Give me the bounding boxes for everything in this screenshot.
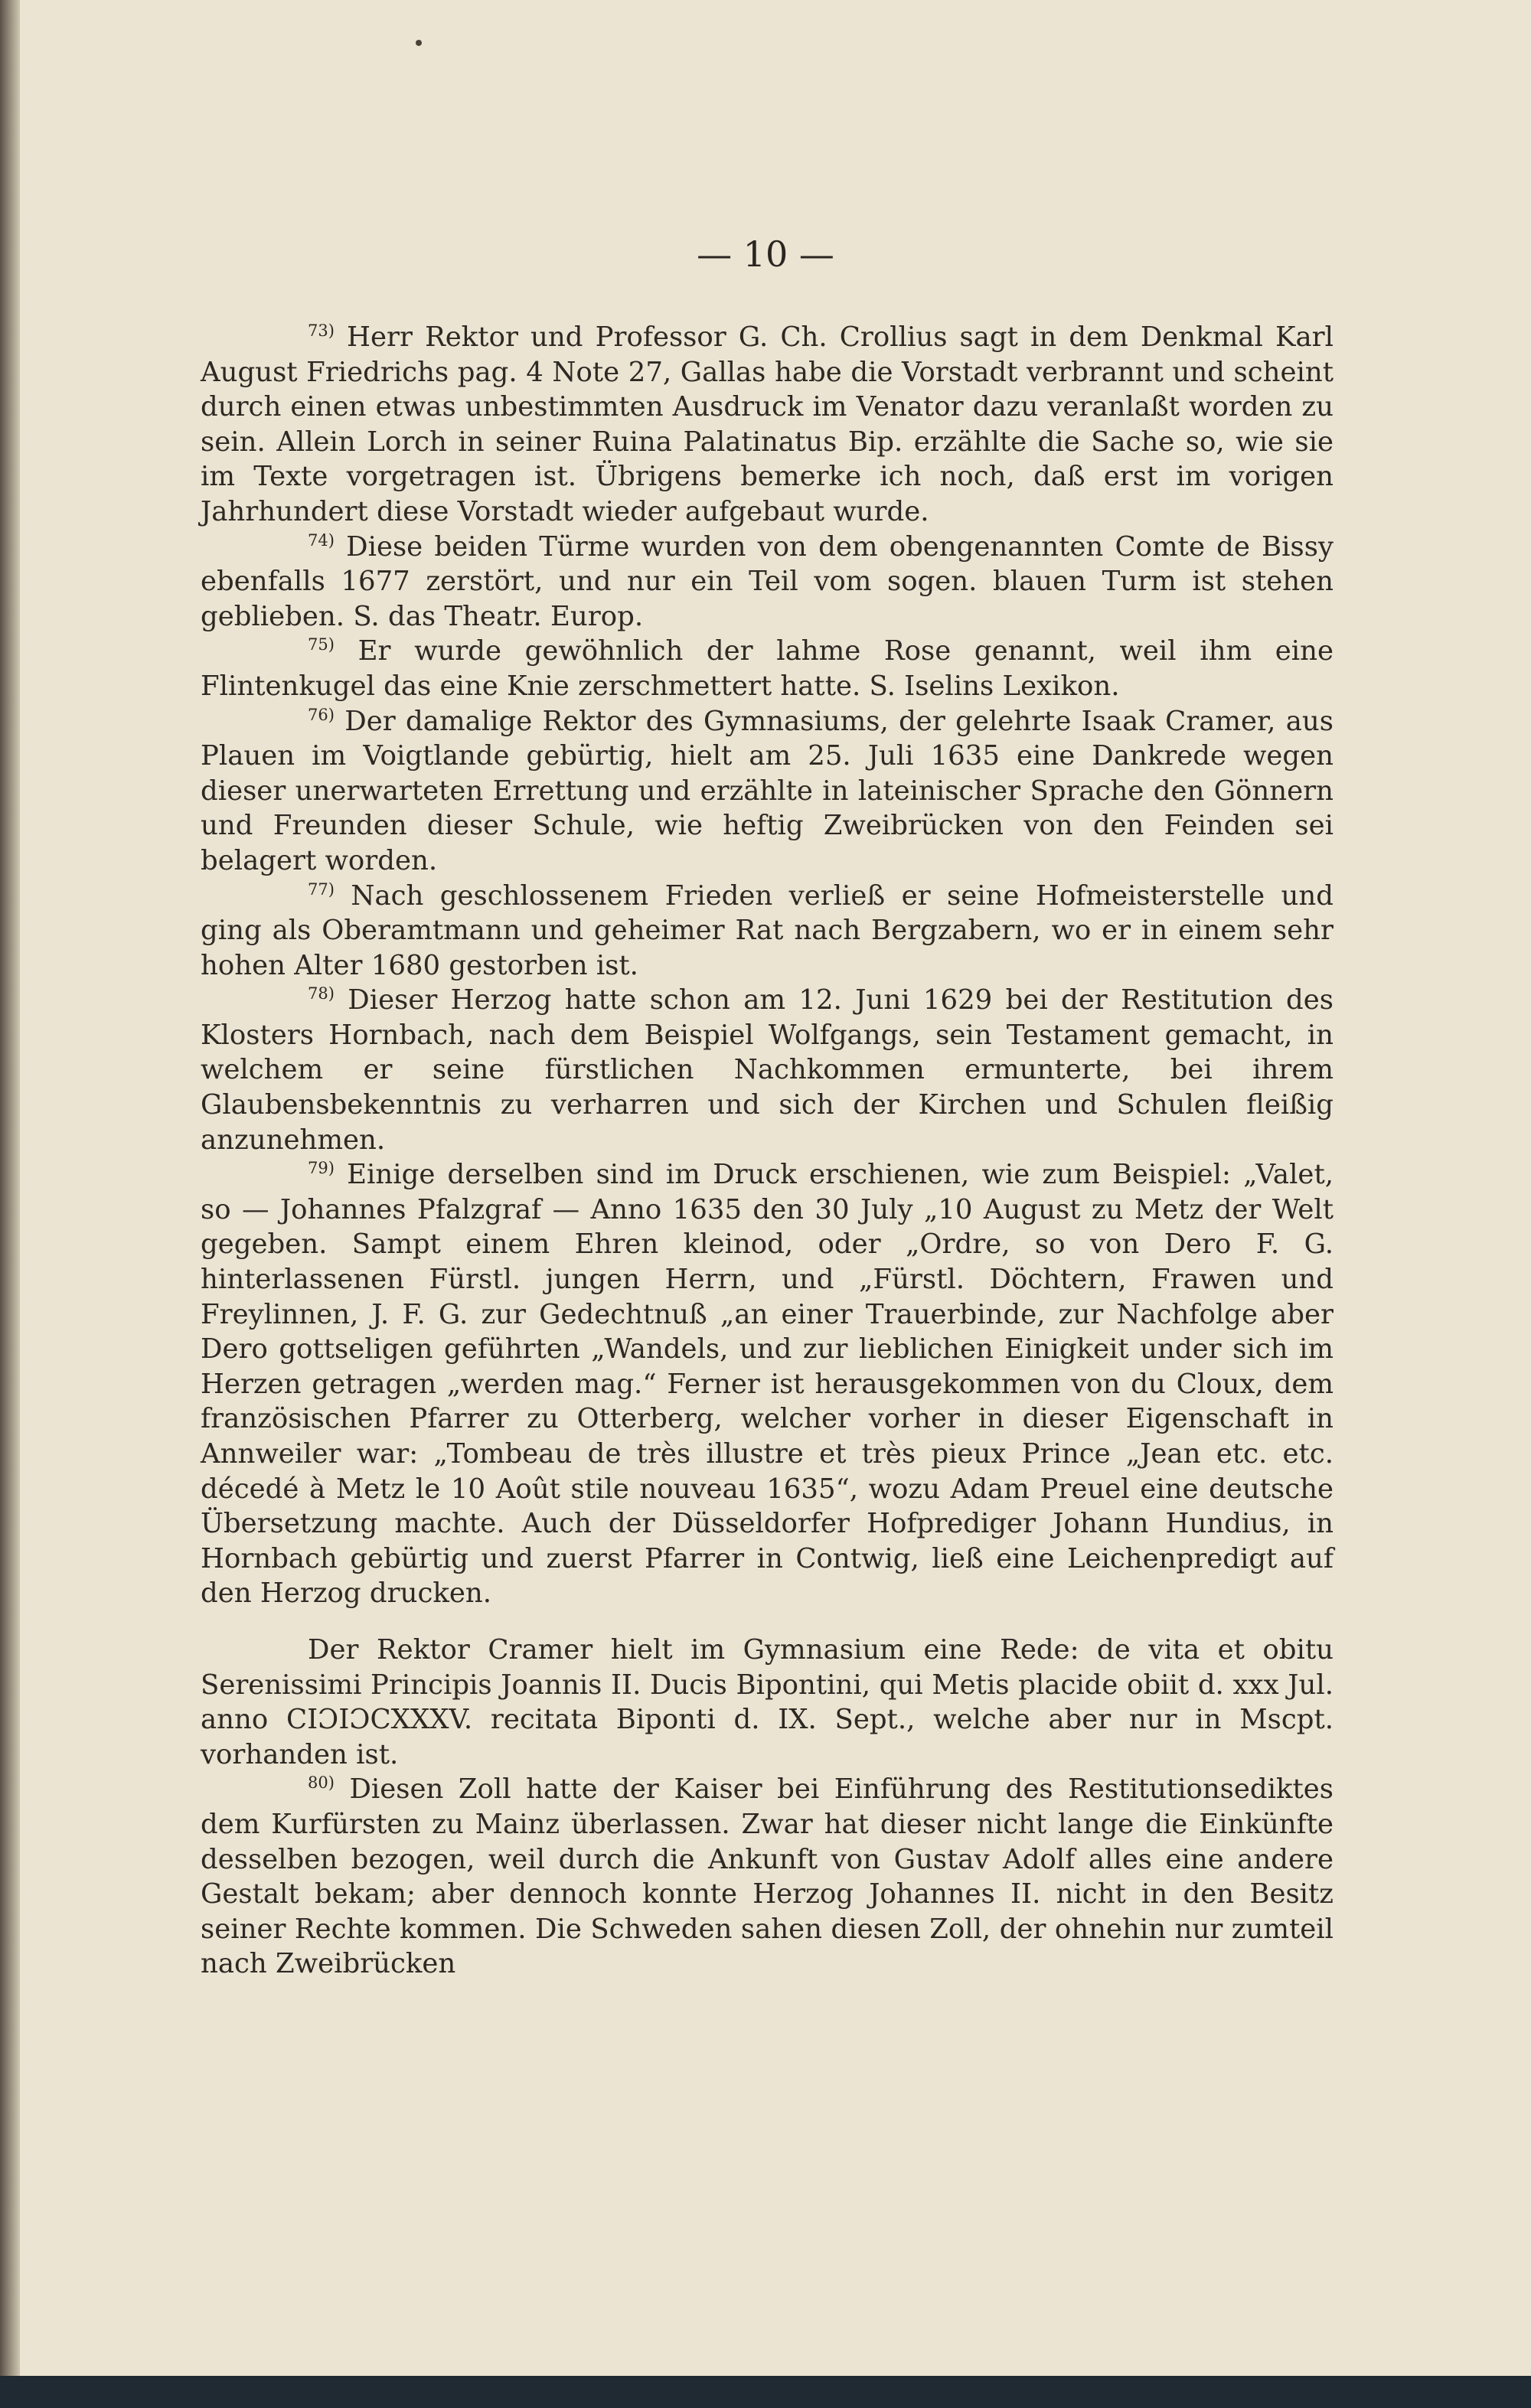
footnote-76: $^{76)}$ Der damalige Rektor des Gymnasiums, der gelehrte Isaak Cramer, aus Plauen im Voigtlande gebürtig, hielt am 25. Juli 1635 eine Dankrede wegen dieser unerwarteten Errettung und erzählte in lateinischer Sprache den Gönnern und Freunden dieser Schule, wie heftig Zweibrücken von den Feinden sei belagert worden. [201,705,1334,876]
footnote-text: Nach geschlossenem Frieden verließ er seine Hofmeisterstelle und ging als Oberamtmann und geheimer Rat nach Bergzabern, wo er in einem sehr hohen Alter 1680 gestorben ist. [201,879,1334,981]
footnote-80: $^{80)}$ Diesen Zoll hatte der Kaiser bei Einführung des Restitutionsediktes dem Kurfürsten zu Mainz überlassen. Zwar hat dieser nicht lange die Einkünfte desselben bezogen, weil durch die Ankunft von Gustav Adolf alles eine andere Gestalt bekam; aber dennoch konnte Herzog Johannes II. nicht in den Besitz seiner Rechte kommen. Die Schweden sahen diesen Zoll, der ohnehin nur zumteil nach Zweibrücken [201,1773,1334,1980]
scan-bottom-edge [0,2376,1531,2408]
footnote-text: Herr Rektor und Professor G. Ch. Crollius sagt in dem Denkmal Karl August Friedrichs pag. 4 Note 27, Gallas habe die Vorstadt verbrannt und scheint durch einen etwas unbestimmten Ausdruck im Venator dazu veranlaßt worden zu sein. Allein Lorch in seiner Ruina Palatinatus Bip. erzählte die Sache so, wie sie im Texte vorgetragen ist. Übrigens bemerke ich noch, daß erst im vorigen Jahrhundert diese Vorstadt wieder aufgebaut wurde. [201,321,1334,527]
footnote-text: Der Rektor Cramer hielt im Gymnasium eine Rede: de vita et obitu Serenissimi Principis Joannis II. Ducis Bipontini, qui Metis placide obiit d. xxx Jul. anno CIƆIƆCXXXV. recitata Biponti d. IX. Sept., welche aber nur in Mscpt. vorhanden ist. [201,1633,1334,1770]
footnote-text: Er wurde gewöhnlich der lahme Rose genannt, weil ihm eine Flintenkugel das eine Knie zerschmettert hatte. S. Iselins Lexikon. [201,635,1334,702]
footnote-77: $^{77)}$ Nach geschlossenem Frieden verließ er seine Hofmeisterstelle und ging als Oberamtmann und geheimer Rat nach Bergzabern, wo er in einem sehr hohen Alter 1680 gestorben ist. [201,879,1334,981]
footnote-79-continuation [201,1633,1334,1772]
footnote-text: Dieser Herzog hatte schon am 12. Juni 1629 bei der Restitution des Klosters Hornbach, nach dem Beispiel Wolfgangs, sein Testament gemacht, in welchem er seine fürstlichen Nachkommen ermunterte, bei ihrem Glaubensbekenntnis zu verharren und sich der Kirchen und Schulen fleißig anzunehmen. [201,984,1334,1156]
footnote-text: Diesen Zoll hatte der Kaiser bei Einführung des Restitutionsediktes dem Kurfürsten zu Mainz überlassen. Zwar hat dieser nicht lange die Einkünfte desselben bezogen, weil durch die Ankunft von Gustav Adolf alles eine andere Gestalt bekam; aber dennoch konnte Herzog Johannes II. nicht in den Besitz seiner Rechte kommen. Die Schweden sahen diesen Zoll, der ohnehin nur zumteil nach Zweibrücken [201,1773,1334,1980]
footnote-73: $^{73)}$ Herr Rektor und Professor G. Ch. Crollius sagt in dem Denkmal Karl August Friedrichs pag. 4 Note 27, Gallas habe die Vorstadt verbrannt und scheint durch einen etwas unbestimmten Ausdruck im Venator dazu veranlaßt worden zu sein. Allein Lorch in seiner Ruina Palatinatus Bip. erzählte die Sache so, wie sie im Texte vorgetragen ist. Übrigens bemerke ich noch, daß erst im vorigen Jahrhundert diese Vorstadt wieder aufgebaut wurde. [201,321,1334,527]
footnote-79: $^{79)}$ Einige derselben sind im Druck erschienen, wie zum Beispiel: „Valet, so — Johannes Pfalzgraf — Anno 1635 den 30 July „10 August zu Metz der Welt gegeben. Sampt einem Ehren kleinod, oder „Ordre, so von Dero F. G. hinterlassenen Fürstl. jungen Herrn, und „Fürstl. Döchtern, Frawen und Freylinnen, J. F. G. zur Gedechtnuß „an einer Trauerbinde, zur Nachfolge aber Dero gottseligen geführten „Wandels, und zur lieblichen Einigkeit under sich im Herzen getragen „werden mag.“ Ferner ist herausgekommen von du Cloux, dem französischen Pfarrer zu Otterberg, welcher vorher in dieser Eigenschaft in Annweiler war: „Tombeau de très illustre et très pieux Prince „Jean etc. etc. décedé à Metz le 10 Août stile nouveau 1635“, wozu Adam Preuel eine deutsche Übersetzung machte. Auch der Düsseldorfer Hofprediger Johann Hundius, in Hornbach gebürtig und zuerst Pfarrer in Contwig, ließ eine Leichenpredigt auf den Herzog drucken. [201,1159,1334,1610]
footnote-marker: 79 [308,1159,328,1178]
footnotes-block [201,320,1334,1982]
footnote-text: Diese beiden Türme wurden von dem obengenannten Comte de Bissy ebenfalls 1677 zerstört, und nur ein Teil vom sogen. blauen Turm ist stehen geblieben. S. das Theatr. Europ. [201,530,1334,632]
page-number: — 10 — [697,233,834,275]
footnote-74: $^{74)}$ Diese beiden Türme wurden von dem obengenannten Comte de Bissy ebenfalls 1677 zerstört, und nur ein Teil vom sogen. blauen Turm ist stehen geblieben. S. das Theatr. Europ. [201,530,1334,632]
footnote-marker: 75 [308,635,328,654]
footnote-78: $^{78)}$ Dieser Herzog hatte schon am 12. Juni 1629 bei der Restitution des Klosters Hornbach, nach dem Beispiel Wolfgangs, sein Testament gemacht, in welchem er seine fürstlichen Nachkommen ermunterte, bei ihrem Glaubensbekenntnis zu verharren und sich der Kirchen und Schulen fleißig anzunehmen. [201,984,1334,1156]
footnote-marker: 80 [308,1773,328,1793]
footnote-marker: 78 [308,984,328,1003]
footnote-75: $^{75)}$ Er wurde gewöhnlich der lahme Rose genannt, weil ihm eine Flintenkugel das eine Knie zerschmettert hatte. S. Iselins Lexikon. [201,635,1334,702]
ink-speck [416,40,422,46]
footnote-marker: 73 [308,321,328,341]
footnote-marker: 74 [308,530,328,550]
footnote-marker: 77 [308,879,328,899]
footnote-marker: 76 [308,705,328,724]
footnote-text: Einige derselben sind im Druck erschienen, wie zum Beispiel: „Valet, so — Johannes Pfalzgraf — Anno 1635 den 30 July „10 August zu Metz der Welt gegeben. Sampt einem Ehren kleinod, oder „Ordre, so von Dero F. G. hinterlassenen Fürstl. jungen Herrn, und „Fürstl. Döchtern, Frawen und Freylinnen, J. F. G. zur Gedechtnuß „an einer Trauerbinde, zur Nachfolge aber Dero gottseligen geführten „Wandels, und zur lieblichen Einigkeit under sich im Herzen getragen „werden mag.“ Ferner ist herausgekommen von du Cloux, dem französischen Pfarrer zu Otterberg, welcher vorher in dieser Eigenschaft in Annweiler war: „Tombeau de très illustre et très pieux Prince „Jean etc. etc. décedé à Metz le 10 Août stile nouveau 1635“, wozu Adam Preuel eine deutsche Übersetzung machte. Auch der Düsseldorfer Hofprediger Johann Hundius, in Hornbach gebürtig und zuerst Pfarrer in Contwig, ließ eine Leichenpredigt auf den Herzog drucken. [201,1159,1334,1610]
page-gutter-shadow [0,0,20,2408]
footnote-text: Der damalige Rektor des Gymnasiums, der gelehrte Isaak Cramer, aus Plauen im Voigtlande gebürtig, hielt am 25. Juli 1635 eine Dankrede wegen dieser unerwarteten Errettung und erzählte in lateinischer Sprache den Gönnern und Freunden dieser Schule, wie heftig Zweibrücken von den Feinden sei belagert worden. [201,705,1334,876]
